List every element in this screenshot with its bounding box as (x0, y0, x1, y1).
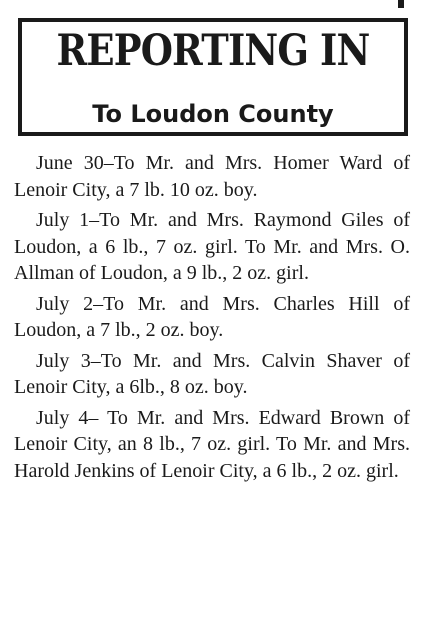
announcement-june-30: June 30–To Mr. and Mrs. Homer Ward of Lenoir City, a 7 lb. 10 oz. boy. (14, 152, 410, 201)
announcement-july-4: July 4– To Mr. and Mrs. Edward Brown of Lenoir City, an 8 lb., 7 oz. girl. To Mr. and Mrs. Harold Jenkins of Lenoir City, a 6 lb., 2 oz. girl. (14, 406, 410, 482)
announcement-july-1: July 1–To Mr. and Mrs. Raymond Giles of Loudon, a 6 lb., 7 oz. girl. To Mr. and Mrs. O. Allman of Loudon, a 9 lb., 2 oz. girl. (14, 209, 410, 284)
headline-title: REPORTING IN (56, 26, 370, 76)
announcement-july-3: July 3–To Mr. and Mrs. Calvin Shaver of Lenoir City, a 6lb., 8 oz. boy. (14, 349, 410, 398)
birth-announcements (14, 150, 410, 488)
column-rule (398, 0, 404, 8)
announcement-july-2: July 2–To Mr. and Mrs. Charles Hill of Loudon, a 7 lb., 2 oz. boy. (14, 292, 410, 341)
headline-subtitle: To Loudon County (92, 100, 334, 128)
headline-box (18, 18, 408, 136)
